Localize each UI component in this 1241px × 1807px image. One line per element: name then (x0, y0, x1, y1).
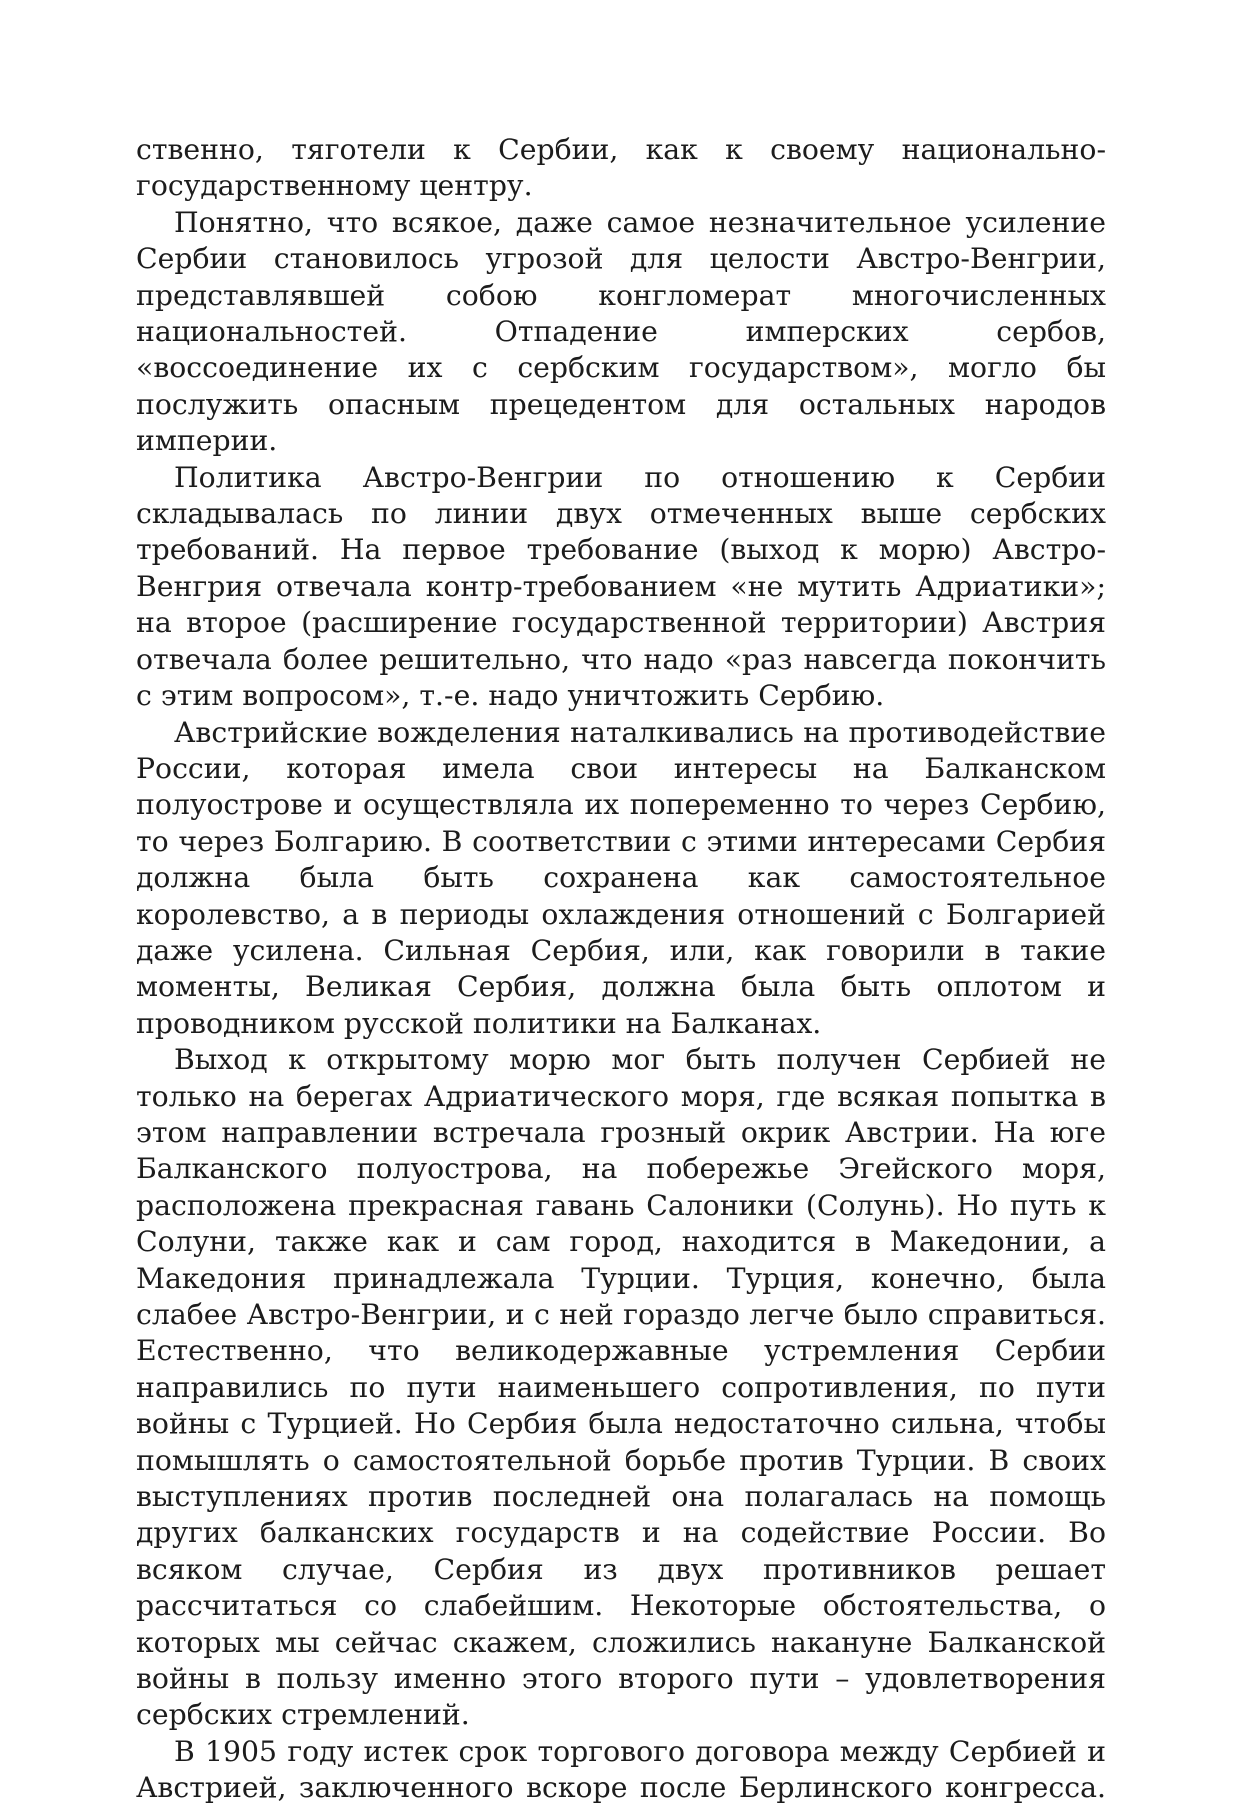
paragraph-2: Понятно, что всякое, даже самое незначительное усиление Сербии становилось угрозой для целости Австро-Венгрии, представлявшей собою конгломерат многочисленных национальностей. Отпадение имперских сербов, «воссоединение их с сербским государством», могло бы послужить опасным прецедентом для остальных народов империи. (136, 205, 1106, 458)
paragraph-6: В 1905 году истек срок торгового договора между Сербией и Австрией, заключенного вскоре после Берлинского конгресса. (136, 1734, 1106, 1805)
paragraph-3: Политика Австро-Венгрии по отношению к Сербии складывалась по линии двух отмеченных выше сербских требований. На первое требование (выход к морю) Австро-Венгрия отвечала контр-требованием «не мутить Адриатики»; на второе (расширение государственной территории) Австрия отвечала более решительно, что надо «раз навсегда покончить с этим вопросом», т.-е. надо уничтожить Сербию. (136, 460, 1106, 713)
paragraph-4: Австрийские вожделения наталкивались на противодействие России, которая имела свои интересы на Балканском полуострове и осуществляла их попеременно то через Сербию, то через Болгарию. В соответствии с этими интересами Сербия должна была быть сохранена как самостоятельное королевство, а в периоды охлаждения отношений с Болгарией даже усилена. Сильная Сербия, или, как говорили в такие моменты, Великая Сербия, должна была быть оплотом и проводником русской политики на Балканах. (136, 715, 1106, 1040)
body-text (136, 132, 1106, 1807)
paragraph-5: Выход к открытому морю мог быть получен Сербией не только на берегах Адриатического моря, где всякая попытка в этом направлении встречала грозный окрик Австрии. На юге Балканского полуострова, на побережье Эгейского моря, расположена прекрасная гавань Салоники (Солунь). Но путь к Солуни, также как и сам город, находится в Македонии, а Македония принадлежала Турции. Турция, конечно, была слабее Австро-Венгрии, и с ней гораздо легче было справиться. Естественно, что великодержавные устремления Сербии направились по пути наименьшего сопротивления, по пути войны с Турцией. Но Сербия была недостаточно сильна, чтобы помышлять о самостоятельной борьбе против Турции. В своих выступлениях против последней она полагалась на помощь других балканских государств и на содействие России. Во всяком случае, Сербия из двух противников решает рассчитаться со слабейшим. Некоторые обстоятельства, о которых мы сейчас скажем, сложились накануне Балканской войны в пользу именно этого второго пути – удовлетворения сербских стремлений. (136, 1043, 1106, 1732)
paragraph-1: ственно, тяготели к Сербии, как к своему национально-государственному центру. (136, 133, 1106, 203)
